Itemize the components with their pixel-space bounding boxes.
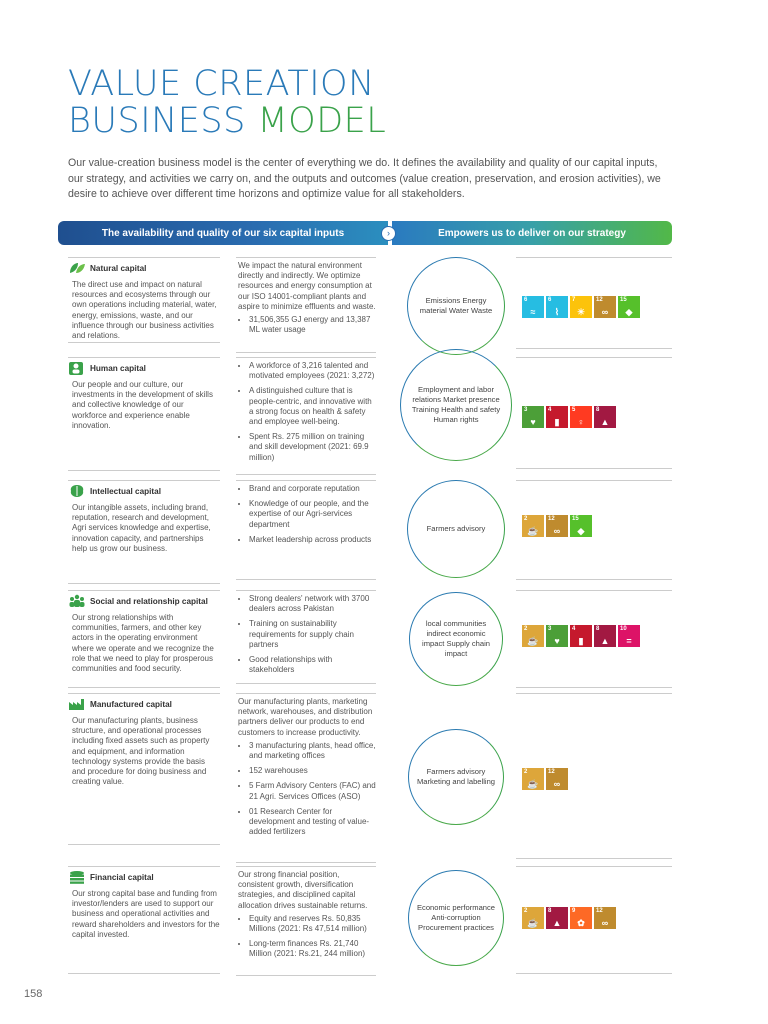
activities-list (236, 914, 376, 960)
activities-list-item: • Good relationships with stakeholders (249, 655, 376, 675)
sdg-symbol-icon: ◆ (625, 307, 633, 317)
sdg-cell (516, 257, 672, 349)
capital-description-cell (68, 693, 220, 845)
intro-paragraph: Our value-creation business model is the center of everything we do. It defines the availability and quality of our capital inputs, our strategy, and activities we carry on, and the outputs and outcomes (value creation, preservation, and erosion activities), we desire to achieve over different time horizons and optimize value for all stakeholders. (68, 157, 661, 200)
outcome-circle: Economic performance Anti-corruption Procurement practices (408, 870, 504, 966)
sdg-symbol-icon: ♀ (577, 417, 585, 427)
activities-list (236, 361, 376, 463)
page-title (68, 66, 386, 140)
capital-description-cell (68, 357, 220, 471)
sdg-number: 8 (548, 908, 552, 914)
sdg-symbol-icon: ∞ (553, 526, 561, 536)
outcome-circle: Emissions Energy material Water Waste (407, 257, 505, 355)
sdg-cell (516, 590, 672, 688)
sdg-number: 3 (524, 407, 528, 413)
capital-title: Natural capital (90, 263, 147, 273)
sdg-icons (522, 768, 568, 790)
sdg-goal-icon (594, 406, 616, 428)
capital-inputs-band: The availability and quality of our six capital inputs (58, 221, 388, 245)
sdg-icons (522, 515, 592, 537)
capital-description: The direct use and impact on natural resources and ecosystems through our own operations including material, water, energy, emissions, waste, and our influence through our business activities and relations. (72, 280, 217, 341)
capital-activities-cell (236, 480, 376, 580)
title-line-1: VALUE CREATION (68, 64, 375, 104)
sdg-symbol-icon: ♥ (530, 417, 536, 427)
sdg-symbol-icon: ▲ (600, 417, 610, 427)
capital-description: Our people and our culture, our investments in the development of skills and collective knowledge of our workforce and experience enable innovation. (72, 380, 213, 430)
sdg-cell (516, 357, 672, 469)
sdg-number: 15 (620, 297, 627, 303)
activities-list (236, 315, 376, 335)
activities-list-item: • 3 manufacturing plants, head office, and marketing offices (249, 741, 376, 761)
title-line-2 (68, 103, 386, 140)
sdg-symbol-icon: ∞ (553, 779, 561, 789)
outcome-circle: local communities indirect economic impact Supply chain impact (409, 592, 503, 686)
activities-list-item: • A workforce of 3,216 talented and motivated employees (2021: 3,272) (249, 361, 376, 381)
sdg-symbol-icon: ≈ (530, 307, 536, 317)
sdg-symbol-icon: ☕ (527, 779, 539, 789)
person-icon (68, 361, 86, 375)
capital-heading (68, 870, 220, 884)
sdg-number: 10 (620, 626, 627, 632)
sdg-symbol-icon: ☀ (576, 307, 586, 317)
sdg-symbol-icon: ▮ (554, 417, 560, 427)
coins-icon (68, 870, 86, 884)
capital-title: Social and relationship capital (90, 596, 208, 606)
sdg-symbol-icon: = (626, 636, 632, 646)
sdg-symbol-icon: ☕ (527, 526, 539, 536)
capital-description-cell (68, 257, 220, 343)
sdg-symbol-icon: ∞ (601, 918, 609, 928)
sdg-icons (522, 907, 616, 929)
activities-list (236, 741, 376, 838)
people-icon (68, 594, 86, 608)
page-number: 158 (24, 988, 43, 1000)
sdg-number: 3 (548, 626, 552, 632)
sdg-number: 2 (524, 908, 528, 914)
activities-list-item: • Spent Rs. 275 million on training and skill development (2021: 69.9 million) (249, 432, 376, 463)
sdg-symbol-icon: ◆ (577, 526, 585, 536)
sdg-symbol-icon: ☕ (527, 918, 539, 928)
activities-list-item: • Brand and corporate reputation (249, 484, 376, 494)
activities-list-item: • Market leadership across products (249, 535, 376, 545)
sdg-goal-icon (546, 768, 568, 790)
capital-description: Our strong capital base and funding from investor/lenders are used to support our business and operational activities and reward shareholders and investors for the capital invested. (72, 889, 220, 939)
capital-description: Our manufacturing plants, business structure, and operational processes including fixed assets such as property and equipment, and information technology systems provide the basis and procedure for doing business and creating value. (72, 716, 210, 787)
sdg-symbol-icon: ✿ (577, 918, 585, 928)
sdg-icons (522, 296, 640, 318)
sdg-number: 15 (572, 516, 579, 522)
capital-description-cell (68, 866, 220, 974)
sdg-number: 6 (548, 297, 552, 303)
capital-description: Our intangible assets, including brand, reputation, research and development, Agri services knowledge and expertise, innovation capacity, and partnerships help us grow our business. (72, 503, 211, 553)
outcome-circle: Employment and labor relations Market presence Training Health and safety Human rights (400, 349, 512, 461)
capital-heading (68, 261, 220, 275)
sdg-goal-icon (594, 296, 616, 318)
sdg-goal-icon (570, 406, 592, 428)
sdg-goal-icon (570, 515, 592, 537)
sdg-goal-icon (546, 907, 568, 929)
sdg-number: 12 (596, 297, 603, 303)
title-model: MODEL (257, 101, 387, 141)
capital-heading (68, 697, 220, 711)
strategy-band: Empowers us to deliver on our strategy (392, 221, 672, 245)
capital-title: Manufactured capital (90, 699, 172, 709)
sdg-goal-icon (522, 296, 544, 318)
capital-title: Intellectual capital (90, 486, 161, 496)
activities-list-item: • Equity and reserves Rs. 50,835 Millions (2021: Rs 47,514 million) (249, 914, 376, 934)
capital-description: Our strong relationships with communities, farmers, and other key actors in the operating environment where we operate and we recognize the role that we need to play for prosperous communities and food security. (72, 613, 214, 674)
sdg-number: 2 (524, 626, 528, 632)
sdg-number: 4 (548, 407, 552, 413)
sdg-goal-icon (522, 406, 544, 428)
capital-heading (68, 594, 220, 608)
activities-list-item: • 5 Farm Advisory Centers (FAC) and 21 Agri. Services Offices (ASO) (249, 781, 376, 801)
capital-description-cell (68, 480, 220, 584)
activities-list-item: • Training on sustainability requirements for supply chain partners (249, 619, 376, 650)
sdg-icons (522, 406, 616, 428)
activities-text: Our manufacturing plants, marketing network, warehouses, and distribution partners deliver our products to end customers to increase productivity. (238, 697, 373, 737)
sdg-number: 2 (524, 769, 528, 775)
sdg-goal-icon (522, 768, 544, 790)
sdg-number: 6 (524, 297, 528, 303)
activities-list-item: • 01 Research Center for development and testing of value-added fertilizers (249, 807, 376, 838)
capital-activities-cell (236, 590, 376, 684)
activities-text: We impact the natural environment directly and indirectly. We optimize resources and energy consumption at our ISO 14001-compliant plants and aspire to minimize effluents and waste. (238, 261, 376, 311)
capital-heading (68, 361, 220, 375)
leaf-icon (68, 261, 86, 275)
sdg-goal-icon (546, 296, 568, 318)
activities-list-item: • Knowledge of our people, and the expertise of our Agri-services department (249, 499, 376, 530)
brain-icon (68, 484, 86, 498)
sdg-goal-icon (546, 406, 568, 428)
activities-list-item: • Strong dealers' network with 3700 dealers across Pakistan (249, 594, 376, 614)
capital-activities-cell (236, 866, 376, 976)
activities-list-item: • 152 warehouses (249, 766, 376, 776)
activities-list (236, 484, 376, 545)
sdg-goal-icon (570, 625, 592, 647)
sdg-icons (522, 625, 640, 647)
sdg-symbol-icon: ▮ (578, 636, 584, 646)
sdg-goal-icon (522, 515, 544, 537)
capital-activities-cell (236, 693, 376, 863)
sdg-number: 12 (596, 908, 603, 914)
capital-title: Financial capital (90, 872, 154, 882)
sdg-number: 9 (572, 908, 576, 914)
sdg-number: 12 (548, 516, 555, 522)
sdg-cell (516, 866, 672, 974)
sdg-number: 2 (524, 516, 528, 522)
activities-list-item: • Long-term finances Rs. 21,740 Million (2021: Rs.21, 244 million) (249, 939, 376, 959)
capital-activities-cell (236, 257, 376, 353)
sdg-goal-icon (618, 625, 640, 647)
sdg-number: 4 (572, 626, 576, 632)
capital-description-cell (68, 590, 220, 688)
sdg-cell (516, 693, 672, 859)
sdg-symbol-icon: ♥ (554, 636, 560, 646)
sdg-goal-icon (522, 907, 544, 929)
sdg-number: 5 (572, 407, 576, 413)
sdg-goal-icon (594, 625, 616, 647)
factory-icon (68, 697, 86, 711)
capital-heading (68, 484, 220, 498)
sdg-cell (516, 480, 672, 580)
sdg-number: 7 (572, 297, 576, 303)
sdg-symbol-icon: ⌇ (554, 307, 560, 317)
sdg-symbol-icon: ▲ (600, 636, 610, 646)
outcome-circle: Farmers advisory Marketing and labelling (408, 729, 504, 825)
sdg-goal-icon (570, 296, 592, 318)
activities-list-item: • A distinguished culture that is people-centric, and innovative with a strong focus on health & safety and employee well-being. (249, 386, 376, 427)
sdg-symbol-icon: ∞ (601, 307, 609, 317)
sdg-number: 8 (596, 626, 600, 632)
capital-title: Human capital (90, 363, 146, 373)
title-business: BUSINESS (68, 101, 246, 141)
outcome-circle: Farmers advisory (407, 480, 505, 578)
sdg-goal-icon (546, 515, 568, 537)
sdg-goal-icon (618, 296, 640, 318)
activities-list (236, 594, 376, 675)
sdg-goal-icon (522, 625, 544, 647)
chevron-right-icon: › (381, 226, 396, 241)
capital-activities-cell (236, 357, 376, 475)
sdg-symbol-icon: ▲ (552, 918, 562, 928)
sdg-symbol-icon: ☕ (527, 636, 539, 646)
sdg-goal-icon (594, 907, 616, 929)
sdg-number: 12 (548, 769, 555, 775)
sdg-number: 8 (596, 407, 600, 413)
sdg-goal-icon (546, 625, 568, 647)
activities-list-item: • 31,506,355 GJ energy and 13,387 ML water usage (249, 315, 376, 335)
activities-text: Our strong financial position, consistent growth, diversification strategies, and disciplined capital allocation drives sustainable returns. (238, 870, 368, 910)
sdg-goal-icon (570, 907, 592, 929)
